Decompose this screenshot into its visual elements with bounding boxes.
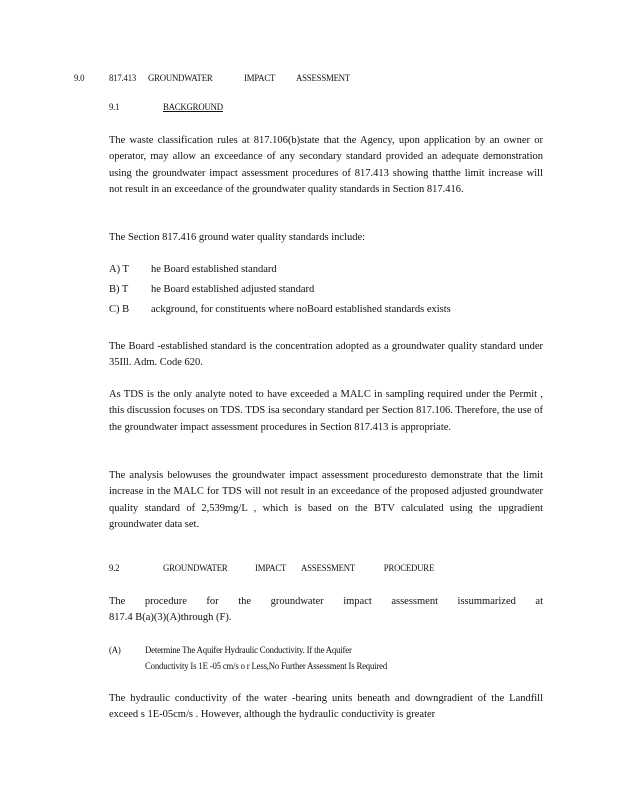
paragraph-hydraulic-conductivity: The hydraulic conductivity of the water -bearing units beneath and downgradient of the Landfill exceed s 1E-05cm/s . However, although the hydraulic conductivity is greater [109,693,543,721]
list-item-text: ackground, for constituents where noBoard established standards exists [151,304,451,315]
subsection-title-word: GROUNDWATER [163,564,228,574]
list-item-label: B) T [109,284,129,295]
list-item-label: A) T [109,264,129,275]
subsection-title-word: IMPACT [255,564,287,574]
list-item-text: he Board established adjusted standard [151,284,315,295]
subsection-title-word: ASSESSMENT [301,564,356,574]
step-line-2: Conductivity Is 1E -05 cm/s o r Less,No Further Assessment Is Required [145,662,388,672]
section-number: 9.0 [74,74,85,84]
list-item-label: C) B [109,304,130,315]
section-code: 817.413 [109,74,137,84]
subsection-title: BACKGROUND [163,103,223,113]
paragraph-board-standard: The Board -established standard is the concentration adopted as a groundwater quality standard under 35Ill. Adm. Code 620. [109,341,543,369]
paragraph-waste-classification: The waste classification rules at 817.106(b)state that the Agency, upon application by an owner or operator, may allow an exceedance of any secondary standard provided an adequate demonstration using the groundwater impact assessment procedures of 817.413 showing thatthe limit increase will not result in an exceedance of the groundwater quality standards in Section 817.416. [109,135,543,195]
list-item [109,284,314,295]
paragraph-standards-intro: The Section 817.416 ground water quality standards include: [109,232,366,243]
step-line-1: Determine The Aquifer Hydraulic Conductivity. If the Aquifer [145,646,352,656]
list-item-text: he Board established standard [151,264,277,275]
subsection-title-word: PROCEDURE [383,564,435,574]
list-item [109,264,277,275]
section-title-word-1: GROUNDWATER [148,74,213,84]
section-title-word-2: IMPACT [244,74,276,84]
paragraph-procedure-line2: 817.4 B(a)(3)(A)through (F). [109,612,232,623]
section-title-word-3: ASSESSMENT [296,74,351,84]
paragraph-procedure-line1: The procedure for the groundwater impact assessment issummarized at [109,596,543,607]
paragraph-analysis: The analysis belowuses the groundwater impact assessment proceduresto demonstrate that the limit increase in the MALC for TDS will not result in an exceedance of the proposed adjusted groundwater quality standard of 2,539mg/L , which is based on the BTV calculated using the upgradient groundwater data set. [109,470,543,530]
subsection-number: 9.1 [109,103,120,113]
step-label: (A) [109,646,121,656]
subsection-number: 9.2 [109,564,120,574]
paragraph-tds: As TDS is the only analyte noted to have exceeded a MALC in sampling required under the Permit , this discussion focuses on TDS. TDS isa secondary standard per Section 817.106. Therefore, the use of the groundwater impact assessment procedures in Section 817.413 is appropriate. [109,389,543,433]
list-item [109,304,451,315]
